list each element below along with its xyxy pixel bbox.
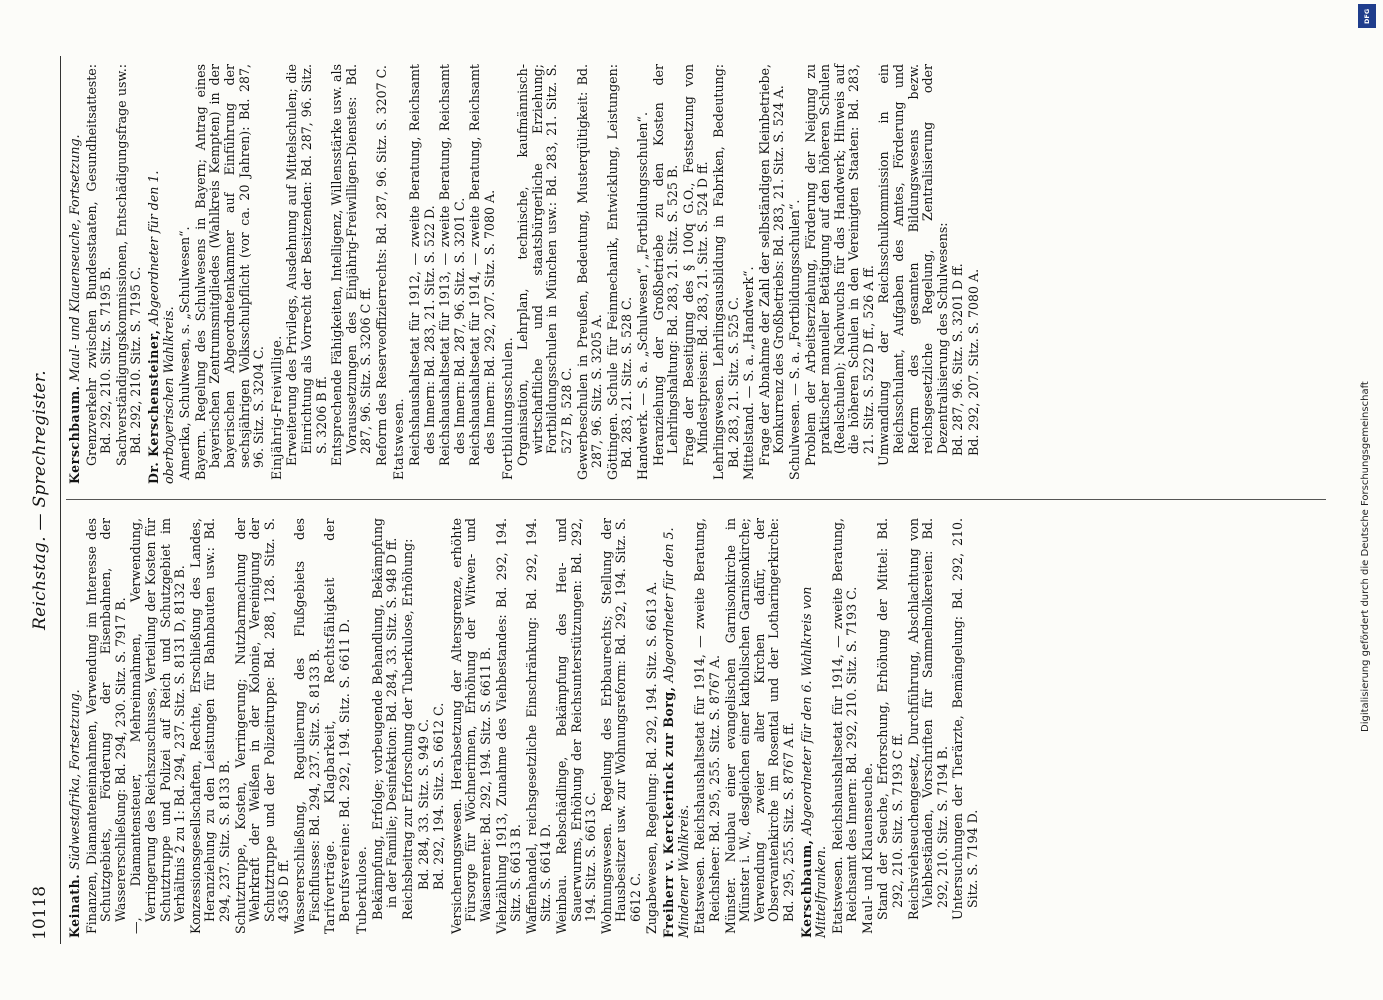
entries-suedwestafrika xyxy=(85,518,353,938)
running-title: Reichstag. — Sprechregister. xyxy=(30,370,50,630)
index-entry: Frage der Abnahme der Zahl der selbständigen Kleinbetriebe, Konkurrenz des Großbetriebs: Bd. 283, 21. Sitz. S. 524 A. xyxy=(756,64,787,466)
index-entry: Versicherungswesen. Herabsetzung der Altersgrenze, erhöhte Fürsorge für Wöchnerinnen, Erhöhung der Witwen- und Waisenrente: Bd. 292, 194. Sitz. S. 6611 B. xyxy=(448,518,494,934)
header-rule xyxy=(60,56,61,944)
index-entry: Konzessionsgesellschaften, Rechte, Erschließung des Landes, Heranziehung zu den Leistungen für Bahnbauten usw.: Bd. 294, 237. Sitz. S. 8133 B. xyxy=(187,518,232,934)
index-entry: Reichsviehseuchengesetz, Durchführung, Abschlachtung von Viehbeständen, Vorschriften für Sammelmolkereien: Bd. 292, 210. Sitz. S. 7194 B. xyxy=(905,518,950,920)
section-etatswesen xyxy=(392,64,497,484)
entries-misc xyxy=(450,518,659,938)
index-entry: Etatswesen. Reichshaushaltsetat für 1914, — zweite Beratung, Reichsheer: Bd. 295, 255. Sitz. S. 8767 A. xyxy=(692,518,722,934)
continuation-heading-keinath xyxy=(68,518,83,938)
index-entry: Münster. Neubau einer evangelischen Garnisonkirche in Münster i. W., desgleichen einer katholischen Garnisonkirche; Verwendung zweier alter Kirchen dafür, der Observantenkirche im Rosental und der Lotharingerkirche: Bd. 295, 255. Sitz. S. 8767 A ff. xyxy=(722,518,796,934)
index-entry: Waffenhandel, reichsgesetzliche Einschränkung: Bd. 292, 194. Sitz. S. 6614 D. xyxy=(523,518,554,934)
digitization-note: Digitalisierung gefördert durch die Deutsche Forschungsgemeinschaft xyxy=(1360,381,1371,732)
index-entry: Problem der Arbeitserziehung, Förderung der Neigung zu praktischer manueller Betätigung auf den höheren Schulen (Realschulen); Nachwuchs für das Handwerk; Hinweis auf die höheren Schulen in den Vereinigten Staaten: Bd. 283, 21. Sitz. S. 522 D ff., 526 A ff. xyxy=(802,64,876,466)
left-column xyxy=(68,518,984,938)
page-number: 10118 xyxy=(30,885,50,940)
index-entry: Maul- und Klauenseuche. xyxy=(859,762,875,934)
continuation-heading-kerschbaum xyxy=(68,64,83,484)
section-heading: Etatswesen. xyxy=(391,398,407,480)
index-entry: Erweiterung des Privilegs, Ausdehnung auf Mittelschulen; die Einrichtung als Vorrecht der Besitzenden: Bd. 287, 96. Sitz. S. 3206 B ff. xyxy=(284,64,329,466)
entries-kerschensteiner xyxy=(178,64,267,484)
index-entry: Schutztruppe, Kosten, Verringerung; Nutzbarmachung der Wehrkraft der Weißen in der Kolonie, Vereinigung der Schutztruppe und der Polizeitruppe: Bd. 288, 128. Sitz. S. 4356 D ff. xyxy=(232,518,292,934)
index-entry: Bekämpfung, Erfolge; vorbeugende Behandlung, Bekämpfung in der Familie; Desinfektion: Bd. 284, 33. Sitz. S. 948 D ff. xyxy=(369,518,400,920)
section-einjaehrig xyxy=(270,64,390,484)
index-entry: —, Diamantensteuer, Mehreinnahmen, Verwendung, Verringerung des Reichszuschusses, Verteilung der Kosten für Schutztruppe und Polizei auf Reich und Schutzgebiet im Verhältnis 2 zu 1: Bd. 294, 237. Sitz. S. 8131 D, 8132 B. xyxy=(128,518,188,934)
index-entry: Viehzählung 1913, Zunahme des Viehbestandes: Bd. 292, 194. Sitz. S. 6613 B. xyxy=(493,518,524,934)
index-entry: Heranziehung der Großbetriebe zu den Kosten der Lehrlingshaltung: Bd. 283, 21. Sitz. S. 525 B. xyxy=(650,64,681,466)
speaker-name: Kerschbaum. xyxy=(67,385,82,484)
section-heading: Einjährig-Freiwillige. xyxy=(268,335,284,480)
index-entry: Grenzverkehr zwischen Bundesstaaten, Gesundheitsatteste: Bd. 292, 210. Sitz. S. 7195 B. xyxy=(83,64,114,466)
index-entry: Etatswesen. Reichshaushaltsetat für 1914, — zweite Beratung, Reichsamt des Innern: Bd. 292, 210. Sitz. S. 7193 C. xyxy=(829,518,860,934)
speaker-heading-kerschensteiner xyxy=(147,64,176,484)
speaker-name: Dr. Kerschensteiner, xyxy=(145,329,161,484)
index-entry: Bayern. Regelung des Schulwesens in Bayern; Antrag eines bayerischen Zentrumsmitgliedes (Wahlkreis Kempten) in der bayerischen Abgeordnetenkammer auf Einführung der sechsjährigen Volksschulpflicht (vor ca. 20 Jahren): Bd. 287, 96. Sitz. S. 3204 C. xyxy=(192,64,267,480)
index-entry: Frage der Beseitigung des § 100q G.O., Festsetzung von Mindestpreisen: Bd. 283, 21. Sitz. S. 524 D ff. xyxy=(680,64,711,466)
reference-line: Bd. 284, 33. Sitz. S. 949 C. xyxy=(415,718,431,890)
index-entry: Finanzen, Diamanteneinnahmen, Verwendung im Interesse des Schutzgebiets, Förderung der Eisenbahnen, der Wassererschließung: Bd. 294, 230. Sitz. S. 7917 B. xyxy=(83,518,128,934)
index-entry: Umwandlung der Reichsschulkommission in ein Reichsschulamt, Aufgaben des Amtes, Förderung und Reform des gesamten Bildungswesens bezw. reichsgesetzliche Regelung, Zentralisierung oder Dezentralisierung des Schulwesens: xyxy=(876,64,950,466)
speaker-name: Keinath. xyxy=(67,873,82,938)
index-entry: Zugabewesen, Regelung: Bd. 292, 194. Sitz. S. 6613 A. xyxy=(643,581,659,934)
section-tuberkulose xyxy=(355,518,447,938)
index-entry: Reform des Reserveoffizierrechts: Bd. 287, 96. Sitz. S. 3207 C. xyxy=(373,65,389,466)
index-entry: Handwerk. — S. a. „Schulwesen“, „Fortbildungsschulen“. xyxy=(634,112,650,480)
entries-kerschbaum xyxy=(831,518,981,938)
index-entry: Stand der Seuche, Erforschung, Erhöhung der Mittel: Bd. 292, 210. Sitz. S. 7193 C ff. xyxy=(875,518,906,920)
speaker-heading-kerckerinck xyxy=(662,518,691,938)
index-entry: Lehrlingswesen. Lehrlingsausbildung in Fabriken, Bedeutung: Bd. 283, 21. Sitz. S. 525 C. xyxy=(710,64,741,480)
speaker-description: Abgeordneter für den 5. Mindener Wahlkreis. xyxy=(661,527,691,938)
index-entry: Organisation, Lehrplan, technische, kaufmännisch-wirtschaftliche und staatsbürgerliche Erziehung; Fortbildungsschulen in München usw.: Bd. 283, 21. Sitz. S. 527 B, 528 C. xyxy=(515,64,574,466)
dfg-logo-icon: DFG xyxy=(1358,4,1376,28)
index-entry: Göttingen. Schule für Feinmechanik, Entwicklung, Leistungen: Bd. 283, 21. Sitz. S. 528 C. xyxy=(604,64,635,480)
index-entry: Entsprechende Fähigkeiten, Intelligenz, Willensstärke usw. als Voraussetzungen des Einjährig-Freiwilligen-Dienstes: Bd. 287, 96. Sitz. S. 3206 C ff. xyxy=(329,64,374,466)
page-header xyxy=(30,60,60,940)
index-entry: Reichshaushaltsetat für 1913, — zweite Beratung, Reichsamt des Innern: Bd. 287, 96. Sitz. S. 3201 C. xyxy=(437,64,467,466)
reference-line: Bd. 292, 207. Sitz. S. 7080 A. xyxy=(966,268,982,456)
speaker-name: Kerschbaum, xyxy=(798,839,814,938)
index-entry: Amerika, Schulwesen, s. „Schulwesen“. xyxy=(177,226,193,480)
column-divider xyxy=(66,499,1326,500)
speaker-name: Freiherr v. Kerckerinck zur Borg, xyxy=(661,686,677,938)
index-entry: Wassererschließung, Regulierung des Flußgebiets des Fischflusses: Bd. 294, 237. Sitz. S. 8133 B. xyxy=(291,518,322,934)
section-heading: Fortbildungsschulen. xyxy=(499,337,515,480)
continuation-subject: Südwestafrika, Fortsetzung. xyxy=(67,689,82,870)
index-entry: Reichshaushaltsetat für 1912, — zweite Beratung, Reichsamt des Innern: Bd. 283, 21. Sitz. S. 522 D. xyxy=(407,64,437,466)
section-fortbildungsschulen xyxy=(501,64,982,484)
continuation-subject: Maul- und Klauenseuche, Fortsetzung. xyxy=(67,134,82,382)
index-entry: Wohnungswesen. Regelung des Erbbaurechts; Stellung der Hausbesitzer usw. zur Wohnungsreform: Bd. 292, 194. Sitz. S. 6612 C. xyxy=(598,518,643,934)
entries-kerckerinck xyxy=(693,518,796,938)
index-entry: Reichsbeitrag zur Erforschung der Tuberkulose, Erhöhung: xyxy=(400,538,416,920)
speaker-heading-kerschbaum xyxy=(800,518,829,938)
index-entry: Gewerbeschulen in Preußen, Bedeutung, Musterqültigkeit: Bd. 287, 96. Sitz. S. 3205 A. xyxy=(574,64,605,480)
index-entry: Mittelstand. — S. a. „Handwerk“. xyxy=(741,266,757,480)
entries-maul-klauenseuche xyxy=(85,64,144,484)
index-entry: Reichshaushaltsetat für 1914, — zweite Beratung, Reichsamt des Innern: Bd. 292, 207. Sitz. S. 7080 A. xyxy=(467,64,498,466)
right-column xyxy=(68,64,985,484)
index-entry: Weinbau. Rebschädlinge, Bekämpfung des Heu- und Sauerwurms, Erhöhung der Reichsunterstützungen: Bd. 292, 194. Sitz. S. 6613 C. xyxy=(554,518,599,934)
index-entry: Untersuchungen der Tierärzte, Bemängelung: Bd. 292, 210. Sitz. S. 7194 D. xyxy=(950,518,981,920)
speaker-description: Abgeordneter für den 1. oberbayerischen Wahlkreis. xyxy=(145,170,176,484)
rotated-page-content xyxy=(26,40,1356,960)
index-entry: Sachverständigungskommissionen, Entschädigungsfrage usw.: Bd. 292, 210. Sitz. S. 7195 C. xyxy=(113,64,144,466)
speaker-description: Abgeordneter für den 6. Wahlkreis von Mittelfranken. xyxy=(798,586,829,938)
reference-line: Bd. 292, 194. Sitz. S. 6612 C. xyxy=(431,702,447,890)
reference-line: Bd. 287, 96. Sitz. S. 3201 D ff. xyxy=(950,263,966,456)
section-heading: Tuberkulose. xyxy=(354,845,370,934)
index-entry: Tarifverträge. Klagbarkeit, Rechtsfähigkeit der Berufsvereine: Bd. 292, 194. Sitz. S. 6611 D. xyxy=(322,518,352,934)
index-entry: Schulwesen. — S. a. „Fortbildungsschulen“. xyxy=(786,199,802,480)
